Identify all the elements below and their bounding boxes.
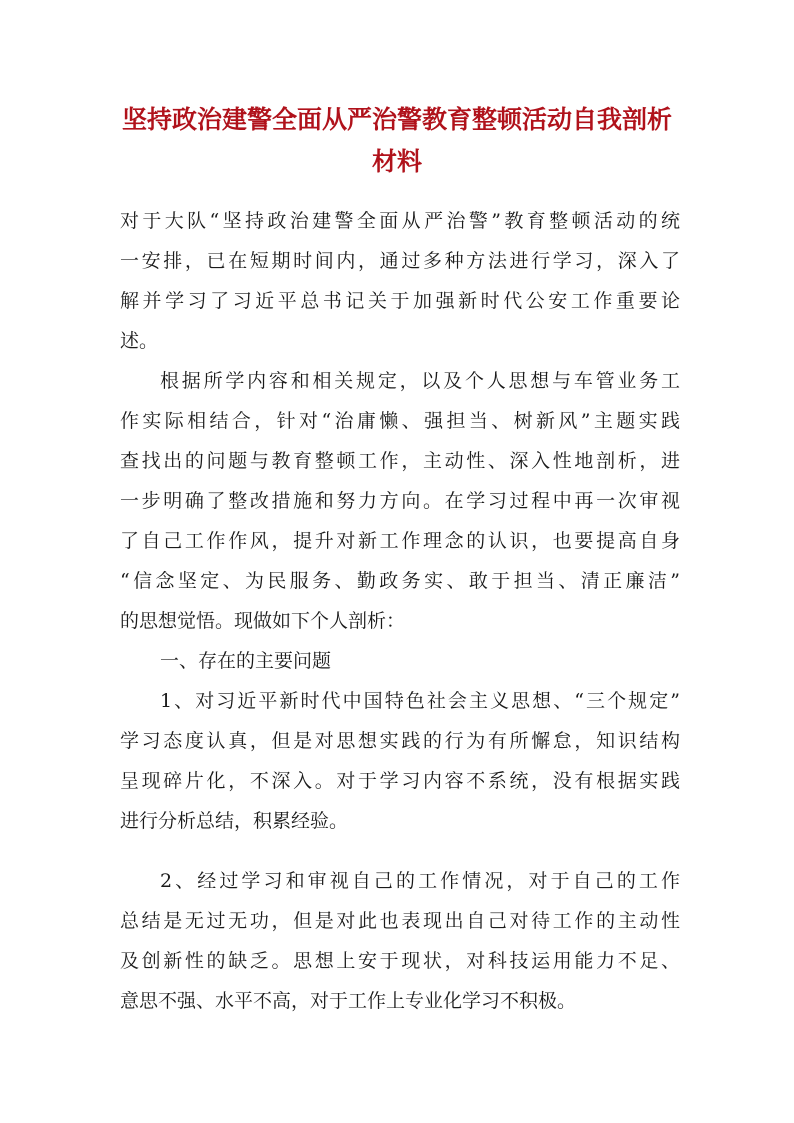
document-title-line2: 材料 (371, 147, 422, 176)
body-line: 作实际相结合，针对“治庸懒、强担当、树新风”主题实践 (120, 410, 680, 432)
body-line: 一步明确了整改措施和努力方向。在学习过程中再一次审视 (120, 490, 680, 512)
document-title-line1: 坚持政治建警全面从严治警教育整顿活动自我剖析 (121, 105, 672, 134)
body-line: 根据所学内容和相关规定，以及个人思想与车管业务工 (160, 370, 680, 392)
body-line: 查找出的问题与教育整顿工作，主动性、深入性地剖析，进 (120, 450, 680, 472)
body-line: 呈现碎片化，不深入。对于学习内容不系统，没有根据实践 (120, 770, 680, 792)
body-line: 了自己工作作风，提升对新工作理念的认识，也要提高自身 (120, 530, 680, 552)
body-line: 一安排，已在短期时间内，通过多种方法进行学习，深入了 (120, 250, 680, 272)
body-line: 进行分析总结，积累经验。 (120, 810, 349, 832)
body-line: 学习态度认真，但是对思想实践的行为有所懈怠，知识结构 (120, 730, 680, 752)
body-line: 解并学习了习近平总书记关于加强新时代公安工作重要论 (120, 290, 680, 312)
body-line: 意思不强、水平不高，对于工作上专业化学习不积极。 (120, 990, 577, 1012)
body-line: 总结是无过无功，但是对此也表现出自己对待工作的主动性 (120, 910, 680, 932)
body-line: 对于大队“坚持政治建警全面从严治警”教育整顿活动的统 (120, 210, 680, 232)
body-line: 1、对习近平新时代中国特色社会主义思想、“三个规定” (160, 690, 680, 712)
body-line: 述。 (120, 330, 159, 352)
body-line: 及创新性的缺乏。思想上安于现状，对科技运用能力不足、 (120, 950, 680, 972)
section-heading: 一、存在的主要问题 (160, 650, 332, 672)
body-line: 2、经过学习和审视自己的工作情况，对于自己的工作 (160, 870, 680, 892)
body-line: 的思想觉悟。现做如下个人剖析： (120, 610, 406, 632)
body-line: “信念坚定、为民服务、勤政务实、敢于担当、清正廉洁” (120, 570, 680, 592)
